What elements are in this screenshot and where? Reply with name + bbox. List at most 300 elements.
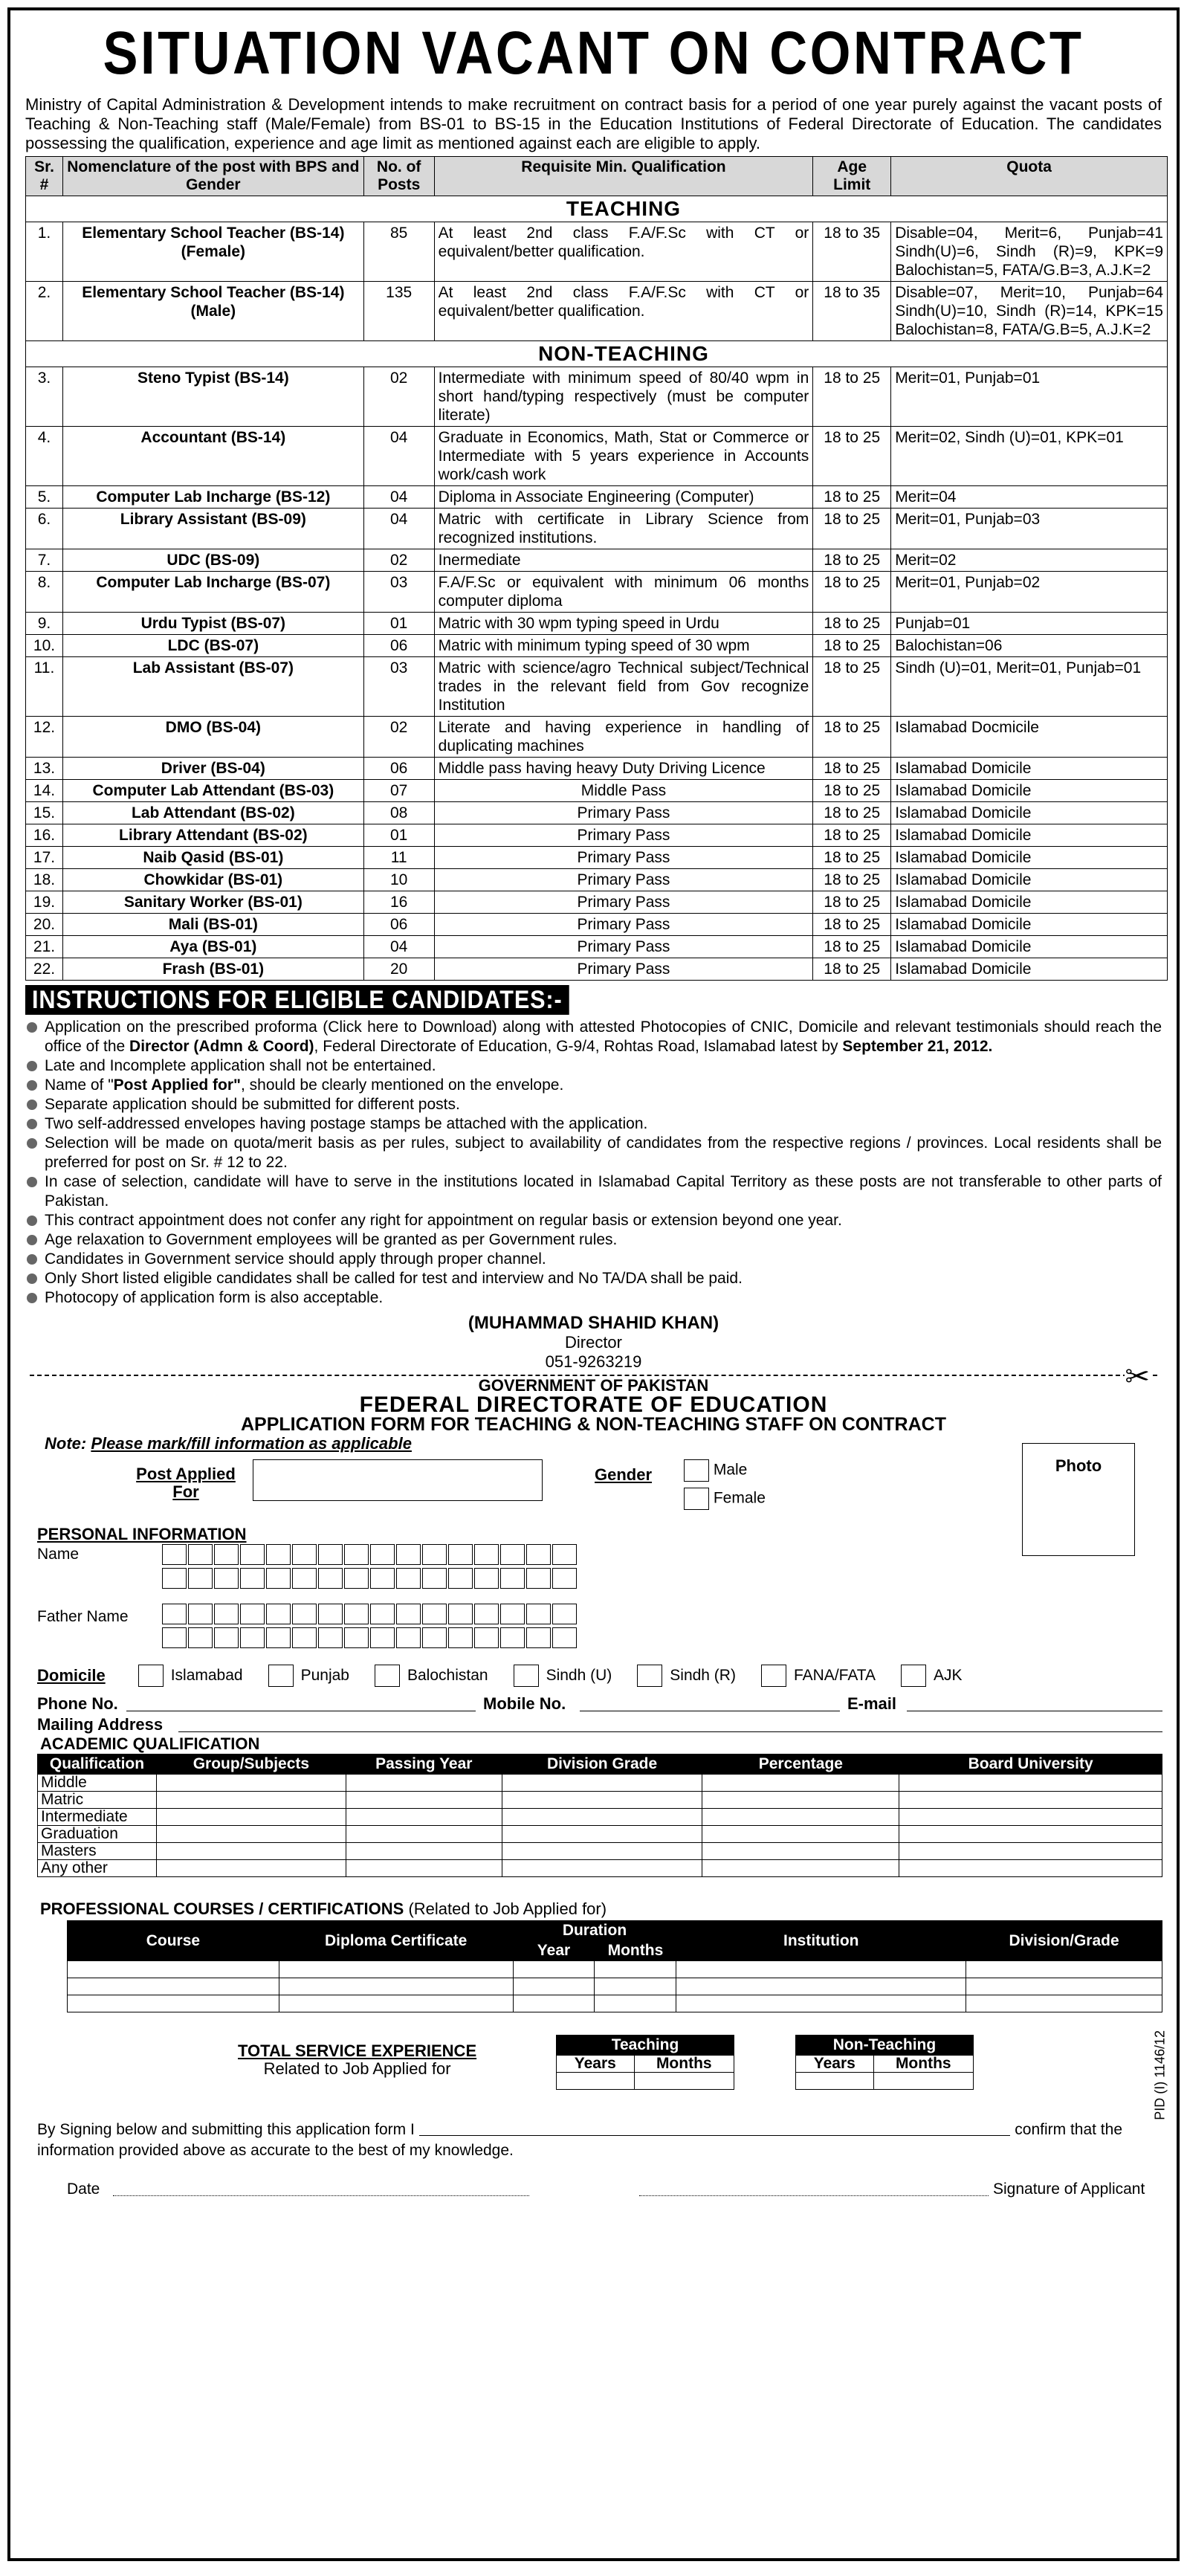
table-row <box>26 222 1168 282</box>
academic-row-label: Graduation <box>38 1826 157 1843</box>
mailing-address-input[interactable] <box>178 1731 1162 1732</box>
serial-cell: 16. <box>26 824 63 847</box>
form-header-directorate: FEDERAL DIRECTORATE OF EDUCATION <box>359 1392 828 1417</box>
professional-row[interactable] <box>68 1995 1162 2012</box>
posts-count-cell: 02 <box>363 717 434 758</box>
post-applied-input[interactable] <box>253 1459 543 1501</box>
instruction-item: Only Short listed eligible candidates shall be called for test and interview and No TA/DA shall be paid. <box>25 1269 1162 1288</box>
academic-header-row <box>38 1755 1162 1775</box>
qualification-cell: Primary Pass <box>434 936 813 958</box>
quota-cell: Islamabad Domicile <box>891 802 1168 824</box>
academic-body <box>38 1775 1162 1877</box>
academic-input-cell[interactable] <box>899 1792 1162 1809</box>
academic-column-header: Percentage <box>702 1755 899 1775</box>
age-limit-cell: 18 to 25 <box>813 486 891 509</box>
posts-count-cell: 06 <box>363 635 434 657</box>
age-limit-cell: 18 to 25 <box>813 657 891 717</box>
age-limit-cell: 18 to 25 <box>813 802 891 824</box>
academic-input-cell[interactable] <box>346 1809 502 1826</box>
char-box[interactable] <box>344 1604 369 1624</box>
professional-row[interactable] <box>68 1978 1162 1995</box>
char-box[interactable] <box>370 1627 395 1648</box>
char-box[interactable] <box>500 1604 525 1624</box>
phone-label: Phone No. <box>37 1694 118 1713</box>
age-limit-cell: 18 to 25 <box>813 847 891 869</box>
professional-heading: PROFESSIONAL COURSES / CERTIFICATIONS (Related to Job Applied for) <box>40 1899 607 1918</box>
page-title: SITUATION VACANT ON CONTRACT <box>103 19 1084 87</box>
academic-input-cell[interactable] <box>899 1843 1162 1860</box>
quota-cell: Islamabad Domicile <box>891 824 1168 847</box>
serial-cell: 15. <box>26 802 63 824</box>
table-row <box>26 509 1168 549</box>
domicile-punjab-checkbox[interactable] <box>268 1665 294 1687</box>
char-box[interactable] <box>370 1544 395 1565</box>
char-box[interactable] <box>292 1627 317 1648</box>
char-box[interactable] <box>526 1627 551 1648</box>
academic-row[interactable] <box>38 1775 1162 1792</box>
academic-input-cell[interactable] <box>502 1775 702 1792</box>
form-header-government: GOVERNMENT OF PAKISTAN <box>478 1376 709 1395</box>
advertisement-page <box>7 7 1180 2561</box>
domicile-islamabad-checkbox[interactable] <box>138 1665 164 1687</box>
qualification-cell: Primary Pass <box>434 869 813 891</box>
academic-input-cell[interactable] <box>502 1843 702 1860</box>
gender-male-checkbox[interactable] <box>684 1459 709 1482</box>
posts-count-cell: 03 <box>363 657 434 717</box>
char-box[interactable] <box>188 1568 213 1589</box>
col-course: Course <box>68 1921 279 1961</box>
serial-cell: 18. <box>26 869 63 891</box>
signature-label: Signature of Applicant <box>993 2180 1145 2198</box>
serial-cell: 22. <box>26 958 63 981</box>
col-year: Year <box>513 1941 595 1961</box>
quota-cell: Merit=02 <box>891 549 1168 572</box>
academic-input-cell[interactable] <box>702 1826 899 1843</box>
academic-input-cell[interactable] <box>702 1775 899 1792</box>
char-box[interactable] <box>162 1627 187 1648</box>
gender-label: Gender <box>595 1465 653 1484</box>
serial-cell: 6. <box>26 509 63 549</box>
bullet-icon <box>27 1061 37 1071</box>
char-box[interactable] <box>240 1604 265 1624</box>
char-box[interactable] <box>292 1544 317 1565</box>
post-cell: Elementary School Teacher (BS-14) (Female) <box>62 222 363 282</box>
signature-input[interactable] <box>639 2195 989 2196</box>
post-cell: Library Assistant (BS-09) <box>62 509 363 549</box>
char-box[interactable] <box>552 1544 577 1565</box>
bullet-icon <box>27 1235 37 1245</box>
char-box[interactable] <box>422 1568 447 1589</box>
char-box[interactable] <box>552 1627 577 1648</box>
quota-cell: Merit=04 <box>891 486 1168 509</box>
table-row <box>26 914 1168 936</box>
age-limit-cell: 18 to 25 <box>813 549 891 572</box>
academic-row[interactable] <box>38 1860 1162 1877</box>
table-row <box>26 635 1168 657</box>
table-header-row <box>26 157 1168 196</box>
serial-cell: 11. <box>26 657 63 717</box>
instruction-item: Two self-addressed envelopes having postage stamps be attached with the application. <box>25 1114 1162 1134</box>
post-cell: Library Attendant (BS-02) <box>62 824 363 847</box>
section-heading: TEACHING <box>434 196 813 222</box>
char-box[interactable] <box>188 1604 213 1624</box>
post-cell: Lab Attendant (BS-02) <box>62 802 363 824</box>
posts-count-cell: 04 <box>363 486 434 509</box>
table-row <box>26 282 1168 341</box>
name-grid-row-1[interactable] <box>162 1544 578 1565</box>
instruction-item: Late and Incomplete application shall not be entertained. <box>25 1056 1162 1076</box>
qualification-cell: Primary Pass <box>434 847 813 869</box>
serial-cell: 7. <box>26 549 63 572</box>
father-grid-row-2[interactable] <box>162 1627 578 1648</box>
char-box[interactable] <box>370 1568 395 1589</box>
char-box[interactable] <box>448 1544 473 1565</box>
qualification-cell: Diploma in Associate Engineering (Computer) <box>434 486 813 509</box>
char-box[interactable] <box>318 1568 343 1589</box>
age-limit-cell: 18 to 35 <box>813 222 891 282</box>
char-box[interactable] <box>396 1568 421 1589</box>
char-box[interactable] <box>344 1544 369 1565</box>
char-box[interactable] <box>474 1568 499 1589</box>
char-box[interactable] <box>422 1544 447 1565</box>
serial-cell: 9. <box>26 613 63 635</box>
teaching-years-input[interactable] <box>557 2073 635 2090</box>
academic-input-cell[interactable] <box>899 1826 1162 1843</box>
section-row <box>26 196 1168 222</box>
posts-count-cell: 07 <box>363 780 434 802</box>
posts-count-cell: 01 <box>363 824 434 847</box>
father-name-label: Father Name <box>37 1608 129 1625</box>
qualification-cell: Graduate in Economics, Math, Stat or Commerce or Intermediate with 5 years experience in Accounts work/cash work <box>434 427 813 486</box>
academic-input-cell[interactable] <box>346 1792 502 1809</box>
char-box[interactable] <box>318 1604 343 1624</box>
quota-cell: Islamabad Domicile <box>891 936 1168 958</box>
academic-input-cell[interactable] <box>156 1809 346 1826</box>
table-row <box>26 891 1168 914</box>
gender-female-checkbox[interactable] <box>684 1488 709 1510</box>
qualification-cell: Inermediate <box>434 549 813 572</box>
qualification-cell: At least 2nd class F.A/F.Sc with CT or equivalent/better qualification. <box>434 222 813 282</box>
char-box[interactable] <box>214 1544 239 1565</box>
nonteaching-months-label: Months <box>873 2056 973 2073</box>
post-cell: Urdu Typist (BS-07) <box>62 613 363 635</box>
post-cell: Computer Lab Incharge (BS-07) <box>62 572 363 613</box>
char-box[interactable] <box>474 1627 499 1648</box>
col-division-grade: Division/Grade <box>966 1921 1162 1961</box>
professional-row[interactable] <box>68 1961 1162 1978</box>
post-cell: Frash (BS-01) <box>62 958 363 981</box>
intro-paragraph: Ministry of Capital Administration & Development intends to make recruitment on contract basis for a period of one year purely against the vacant posts of Teaching & Non-Teaching staff (Male/Female) from BS-01 to BS-15 in the Education Institutions of Federal Directorate of Education. The candidates possessing the qualification, experience and age limit as mentioned against each are eligible to apply. <box>25 95 1162 152</box>
quota-cell: Islamabad Domicile <box>891 869 1168 891</box>
char-box[interactable] <box>474 1604 499 1624</box>
char-box[interactable] <box>396 1604 421 1624</box>
academic-input-cell[interactable] <box>156 1843 346 1860</box>
academic-column-header: Passing Year <box>346 1755 502 1775</box>
section-heading: NON-TEACHING <box>434 341 813 367</box>
quota-cell: Islamabad Domicile <box>891 758 1168 780</box>
post-cell: Lab Assistant (BS-07) <box>62 657 363 717</box>
name-grid-row-2[interactable] <box>162 1568 578 1589</box>
domicile-balochistan-checkbox[interactable] <box>375 1665 400 1687</box>
table-row <box>26 802 1168 824</box>
age-limit-cell: 18 to 25 <box>813 427 891 486</box>
academic-input-cell[interactable] <box>702 1809 899 1826</box>
academic-input-cell[interactable] <box>899 1809 1162 1826</box>
serial-cell: 8. <box>26 572 63 613</box>
age-limit-cell: 18 to 25 <box>813 635 891 657</box>
nonteaching-header: Non-Teaching <box>796 2036 974 2056</box>
table-row <box>26 780 1168 802</box>
table-row <box>26 717 1168 758</box>
post-cell: Aya (BS-01) <box>62 936 363 958</box>
mobile-label: Mobile No. <box>483 1694 566 1713</box>
academic-row-label: Masters <box>38 1843 157 1860</box>
gender-options: Male Female <box>684 1459 766 1510</box>
qualification-cell: Primary Pass <box>434 802 813 824</box>
serial-cell: 10. <box>26 635 63 657</box>
qualification-cell: Primary Pass <box>434 891 813 914</box>
qualification-cell: F.A/F.Sc or equivalent with minimum 06 months computer diploma <box>434 572 813 613</box>
post-cell: Accountant (BS-14) <box>62 427 363 486</box>
academic-input-cell[interactable] <box>502 1792 702 1809</box>
quota-cell: Merit=01, Punjab=01 <box>891 367 1168 427</box>
posts-count-cell: 04 <box>363 427 434 486</box>
nonteaching-years-input[interactable] <box>796 2073 874 2090</box>
scissors-icon: ✂ <box>1125 1360 1150 1393</box>
age-limit-cell: 18 to 25 <box>813 869 891 891</box>
qualification-cell: Middle Pass <box>434 780 813 802</box>
post-cell: Computer Lab Attendant (BS-03) <box>62 780 363 802</box>
domicile-ajk-checkbox[interactable] <box>901 1665 926 1687</box>
instruction-item: Name of "Post Applied for", should be clearly mentioned on the envelope. <box>25 1076 1162 1095</box>
posts-count-cell: 06 <box>363 758 434 780</box>
age-limit-cell: 18 to 25 <box>813 936 891 958</box>
father-grid-row-1[interactable] <box>162 1604 578 1624</box>
posts-count-cell: 08 <box>363 802 434 824</box>
academic-column-header: Board University <box>899 1755 1162 1775</box>
char-box[interactable] <box>162 1568 187 1589</box>
char-box[interactable] <box>396 1544 421 1565</box>
char-box[interactable] <box>526 1544 551 1565</box>
domicile-sindh-u-checkbox[interactable] <box>514 1665 539 1687</box>
age-limit-cell: 18 to 25 <box>813 572 891 613</box>
post-cell: Naib Qasid (BS-01) <box>62 847 363 869</box>
char-box[interactable] <box>500 1627 525 1648</box>
academic-input-cell[interactable] <box>702 1843 899 1860</box>
char-box[interactable] <box>448 1627 473 1648</box>
char-box[interactable] <box>240 1568 265 1589</box>
posts-count-cell: 06 <box>363 914 434 936</box>
char-box[interactable] <box>266 1568 291 1589</box>
char-box[interactable] <box>396 1627 421 1648</box>
academic-input-cell[interactable] <box>156 1826 346 1843</box>
teaching-header: Teaching <box>557 2036 734 2056</box>
academic-input-cell[interactable] <box>346 1826 502 1843</box>
post-cell: Elementary School Teacher (BS-14) (Male) <box>62 282 363 341</box>
academic-column-header: Division Grade <box>502 1755 702 1775</box>
char-box[interactable] <box>214 1604 239 1624</box>
academic-input-cell[interactable] <box>502 1826 702 1843</box>
age-limit-cell: 18 to 25 <box>813 958 891 981</box>
date-label: Date <box>67 2180 100 2198</box>
vacancies-body <box>26 196 1168 981</box>
age-limit-cell: 18 to 25 <box>813 758 891 780</box>
academic-input-cell[interactable] <box>346 1775 502 1792</box>
char-box[interactable] <box>266 1604 291 1624</box>
nonteaching-experience-table <box>795 2035 974 2090</box>
char-box[interactable] <box>188 1627 213 1648</box>
char-box[interactable] <box>500 1544 525 1565</box>
col-months: Months <box>595 1941 676 1961</box>
academic-input-cell[interactable] <box>156 1775 346 1792</box>
bullet-icon <box>27 1022 37 1033</box>
table-row <box>26 613 1168 635</box>
posts-count-cell: 135 <box>363 282 434 341</box>
photo-label: Photo <box>1055 1456 1102 1475</box>
char-box[interactable] <box>292 1568 317 1589</box>
teaching-months-input[interactable] <box>634 2073 734 2090</box>
form-note: Note: Please mark/fill information as applicable <box>45 1434 412 1453</box>
academic-input-cell[interactable] <box>156 1792 346 1809</box>
post-cell: Sanitary Worker (BS-01) <box>62 891 363 914</box>
academic-input-cell[interactable] <box>702 1792 899 1809</box>
char-box[interactable] <box>240 1627 265 1648</box>
signatory-name: (MUHAMMAD SHAHID KHAN) <box>468 1313 719 1333</box>
nonteaching-months-input[interactable] <box>873 2073 973 2090</box>
pid-number: PID (I) 1146/12 <box>1153 2030 1168 2120</box>
char-box[interactable] <box>292 1604 317 1624</box>
domicile-fana-fata-checkbox[interactable] <box>761 1665 786 1687</box>
posts-count-cell: 16 <box>363 891 434 914</box>
char-box[interactable] <box>240 1544 265 1565</box>
academic-input-cell[interactable] <box>899 1775 1162 1792</box>
declaration-name-input[interactable] <box>419 2120 1010 2136</box>
age-limit-cell: 18 to 35 <box>813 282 891 341</box>
char-box[interactable] <box>448 1568 473 1589</box>
qualification-cell: Primary Pass <box>434 914 813 936</box>
posts-count-cell: 85 <box>363 222 434 282</box>
char-box[interactable] <box>214 1627 239 1648</box>
table-row <box>26 572 1168 613</box>
academic-column-header: Qualification <box>38 1755 157 1775</box>
bullet-icon <box>27 1274 37 1284</box>
char-box[interactable] <box>162 1604 187 1624</box>
instructions-heading: INSTRUCTIONS FOR ELIGIBLE CANDIDATES:- <box>25 985 569 1015</box>
char-box[interactable] <box>526 1568 551 1589</box>
professional-table <box>67 1920 1162 2012</box>
academic-row-label: Middle <box>38 1775 157 1792</box>
quota-cell: Islamabad Domicile <box>891 780 1168 802</box>
instruction-item: This contract appointment does not confer any right for appointment on regular basis or extension beyond one year. <box>25 1211 1162 1230</box>
char-box[interactable] <box>162 1544 187 1565</box>
char-box[interactable] <box>344 1568 369 1589</box>
char-box[interactable] <box>500 1568 525 1589</box>
bullet-icon <box>27 1119 37 1129</box>
char-box[interactable] <box>214 1568 239 1589</box>
column-header: Nomenclature of the post with BPS and Gender <box>62 157 363 196</box>
char-box[interactable] <box>474 1544 499 1565</box>
serial-cell: 13. <box>26 758 63 780</box>
char-box[interactable] <box>370 1604 395 1624</box>
bullet-icon <box>27 1138 37 1149</box>
table-row <box>26 936 1168 958</box>
age-limit-cell: 18 to 25 <box>813 914 891 936</box>
age-limit-cell: 18 to 25 <box>813 780 891 802</box>
instruction-item: In case of selection, candidate will have to serve in the institutions located in Islamabad Capital Territory as these posts are not transferable to other parts of Pakistan. <box>25 1172 1162 1211</box>
academic-row[interactable] <box>38 1843 1162 1860</box>
academic-input-cell[interactable] <box>702 1860 899 1877</box>
domicile-sindh-r-checkbox[interactable] <box>637 1665 662 1687</box>
col-duration: Duration <box>513 1921 676 1941</box>
char-box[interactable] <box>188 1544 213 1565</box>
char-box[interactable] <box>552 1568 577 1589</box>
posts-count-cell: 20 <box>363 958 434 981</box>
instruction-item: Photocopy of application form is also acceptable. <box>25 1288 1162 1308</box>
bullet-icon <box>27 1080 37 1091</box>
char-box[interactable] <box>552 1604 577 1624</box>
posts-count-cell: 04 <box>363 936 434 958</box>
bullet-icon <box>27 1254 37 1265</box>
qualification-cell: Intermediate with minimum speed of 80/40 wpm in short hand/typing respectively (must be computer literate) <box>434 367 813 427</box>
char-box[interactable] <box>318 1544 343 1565</box>
char-box[interactable] <box>318 1627 343 1648</box>
vacancies-table <box>25 156 1168 981</box>
teaching-experience-table <box>556 2035 734 2090</box>
char-box[interactable] <box>422 1627 447 1648</box>
posts-count-cell: 02 <box>363 549 434 572</box>
name-label: Name <box>37 1546 80 1563</box>
table-row <box>26 824 1168 847</box>
char-box[interactable] <box>266 1627 291 1648</box>
char-box[interactable] <box>448 1604 473 1624</box>
post-cell: Steno Typist (BS-14) <box>62 367 363 427</box>
academic-input-cell[interactable] <box>899 1860 1162 1877</box>
char-box[interactable] <box>526 1604 551 1624</box>
qualification-cell: At least 2nd class F.A/F.Sc with CT or equivalent/better qualification. <box>434 282 813 341</box>
col-diploma: Diploma Certificate <box>279 1921 513 1961</box>
quota-cell: Merit=01, Punjab=02 <box>891 572 1168 613</box>
qualification-cell: Matric with certificate in Library Science from recognized institutions. <box>434 509 813 549</box>
quota-cell: Punjab=01 <box>891 613 1168 635</box>
table-row <box>26 847 1168 869</box>
serial-cell: 4. <box>26 427 63 486</box>
quota-cell: Merit=02, Sindh (U)=01, KPK=01 <box>891 427 1168 486</box>
academic-row[interactable] <box>38 1826 1162 1843</box>
email-label: E-mail <box>847 1694 897 1713</box>
char-box[interactable] <box>266 1544 291 1565</box>
academic-row[interactable] <box>38 1792 1162 1809</box>
qualification-cell: Primary Pass <box>434 824 813 847</box>
char-box[interactable] <box>422 1604 447 1624</box>
char-box[interactable] <box>344 1627 369 1648</box>
academic-input-cell[interactable] <box>346 1860 502 1877</box>
serial-cell: 17. <box>26 847 63 869</box>
photo-box[interactable] <box>1022 1443 1135 1556</box>
academic-input-cell[interactable] <box>502 1860 702 1877</box>
academic-input-cell[interactable] <box>346 1843 502 1860</box>
date-input[interactable] <box>113 2195 529 2196</box>
table-row <box>26 427 1168 486</box>
academic-row[interactable] <box>38 1809 1162 1826</box>
age-limit-cell: 18 to 25 <box>813 367 891 427</box>
age-limit-cell: 18 to 25 <box>813 613 891 635</box>
post-cell: UDC (BS-09) <box>62 549 363 572</box>
academic-input-cell[interactable] <box>156 1860 346 1877</box>
academic-input-cell[interactable] <box>502 1809 702 1826</box>
table-row <box>26 958 1168 981</box>
qualification-cell: Literate and having experience in handling of duplicating machines <box>434 717 813 758</box>
serial-cell: 5. <box>26 486 63 509</box>
